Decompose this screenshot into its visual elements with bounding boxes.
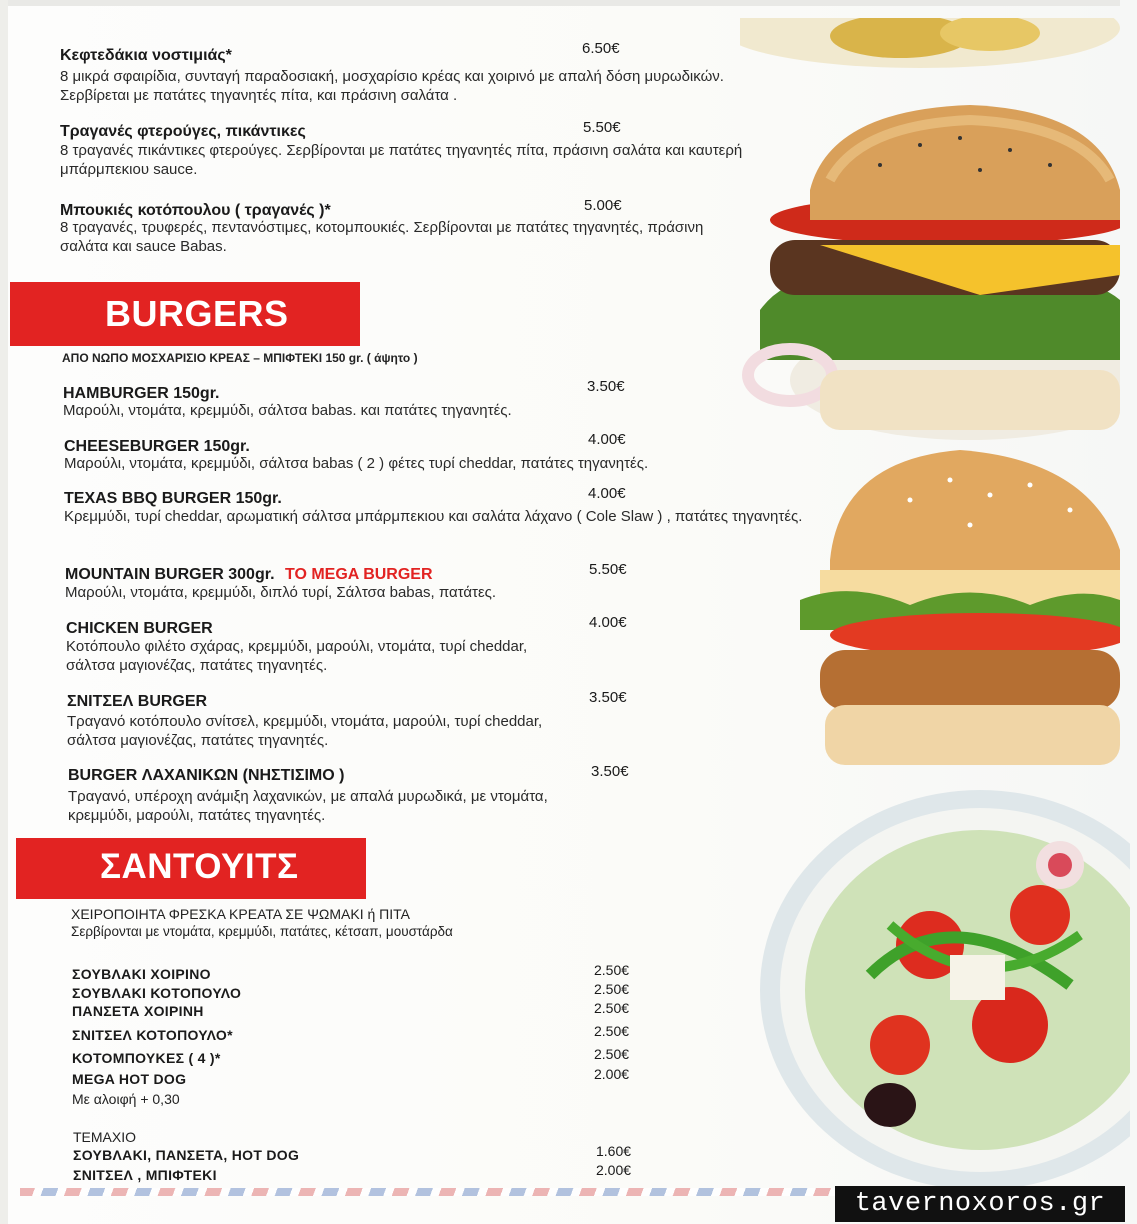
piece-item-name: ΣΟΥΒΛΑΚΙ, ΠΑΝΣΕΤΑ, HOT DOG — [73, 1147, 300, 1163]
piece-item-price: 1.60€ — [596, 1143, 632, 1159]
sandwich-name: ΚΟΤΟΜΠΟΥΚΕΣ ( 4 )* — [72, 1050, 221, 1066]
item-description: Κοτόπουλο φιλέτο σχάρας, κρεμμύδι, μαρούλι, ντομάτα, τυρί cheddar, σάλτσα μαγιονέζας, πατάτες τηγανητές. — [66, 638, 528, 674]
item-name: TEXAS BBQ BURGER 150gr. — [64, 490, 282, 507]
item-name-text: MOUNTAIN BURGER 300gr. — [65, 566, 275, 583]
item-name: Κεφτεδάκια νοστιμιάς* — [60, 47, 232, 64]
sandwich-name: ΣΟΥΒΛΑΚΙ ΧΟΙΡΙΝΟ — [72, 966, 211, 982]
item-name: Τραγανές φτερούγες, πικάντικες — [60, 123, 306, 140]
item-name: Μπουκιές κοτόπουλου ( τραγανές )* — [60, 202, 331, 219]
item-price: 3.50€ — [589, 689, 627, 706]
section-title: BURGERS — [105, 293, 289, 334]
sandwiches-banner — [16, 838, 366, 899]
section-title: ΣΑΝΤΟΥΙΤΣ — [100, 847, 299, 886]
burgers-banner — [10, 282, 360, 346]
fries-photo — [740, 18, 1120, 68]
item-description: 8 μικρά σφαιρίδια, συνταγή παραδοσιακή, μοσχαρίσιο κρέας και χοιρινό με απαλή δόση μυρωδικών. Σερβίρεται με πατάτες τηγανητές πίτα, και πράσινη σαλάτα . — [60, 68, 724, 104]
item-price: 5.00€ — [584, 197, 622, 214]
sandwiches-subdescription: Σερβίρονται με ντομάτα, κρεμμύδι, πατάτες, κέτσαπ, μουστάρδα — [71, 924, 453, 939]
addon-note: Με αλοιφή + 0,30 — [72, 1091, 180, 1107]
item-description: Τραγανό κοτόπουλο σνίτσελ, κρεμμύδι, ντομάτα, μαρούλι, τυρί cheddar, σάλτσα μαγιονέζας, πατάτες τηγανητές. — [67, 713, 543, 749]
item-name: HAMBURGER 150gr. — [63, 385, 220, 402]
sandwich-price: 2.50€ — [594, 981, 630, 997]
page-edge-top — [8, 0, 1120, 6]
item-price: 6.50€ — [582, 40, 620, 57]
burger-photo-bottom — [790, 440, 1120, 780]
site-watermark: tavernoxoros.gr — [835, 1186, 1125, 1222]
sandwich-name: ΣΝΙΤΣΕΛ ΚΟΤΟΠΟΥΛΟ* — [72, 1027, 233, 1043]
item-price: 5.50€ — [589, 561, 627, 578]
item-price: 4.00€ — [588, 431, 626, 448]
item-price: 4.00€ — [588, 485, 626, 502]
sandwich-price: 2.50€ — [594, 962, 630, 978]
item-name: ΣΝΙΤΣΕΛ BURGER — [67, 693, 208, 710]
item-name: CHEESEBURGER 150gr. — [64, 438, 250, 455]
item-description: Μαρούλι, ντομάτα, κρεμμύδι, σάλτσα babas. και πατάτες τηγανητές. — [63, 402, 512, 419]
sandwich-name: ΣΟΥΒΛΑΚΙ ΚΟΤΟΠΟΥΛΟ — [72, 985, 242, 1001]
item-description: Μαρούλι, ντομάτα, κρεμμύδι, διπλό τυρί, Σάλτσα babas, πατάτες. — [65, 584, 497, 601]
burger-photo-top — [720, 70, 1120, 450]
item-name: CHICKEN BURGER — [66, 620, 213, 637]
mega-burger-highlight: TO MEGA BURGER — [284, 566, 433, 583]
item-name — [65, 566, 433, 584]
sandwich-price: 2.50€ — [594, 1023, 630, 1039]
sandwich-price: 2.00€ — [594, 1066, 630, 1082]
sandwich-name: MEGA HOT DOG — [72, 1071, 187, 1087]
sandwich-price: 2.50€ — [594, 1046, 630, 1062]
piece-item-price: 2.00€ — [596, 1162, 632, 1178]
item-price: 3.50€ — [591, 763, 629, 780]
piece-item-name: ΣΝΙΤΣΕΛ , ΜΠΙΦΤΕΚΙ — [73, 1167, 217, 1183]
item-name: BURGER ΛΑΧΑΝΙΚΩΝ (ΝΗΣΤΙΣΙΜΟ ) — [68, 767, 345, 784]
item-description: Τραγανό, υπέροχη ανάμιξη λαχανικών, με απαλά μυρωδικά, με ντομάτα, κρεμμύδι, μαρούλι, πατάτες τηγανητές. — [68, 788, 548, 824]
item-price: 4.00€ — [589, 614, 627, 631]
sandwiches-subtitle: ΧΕΙΡΟΠΟΙΗΤΑ ΦΡΕΣΚΑ ΚΡΕΑΤΑ ΣΕ ΨΩΜΑΚΙ ή ΠΙΤΑ — [71, 906, 411, 922]
page-edge-left — [0, 0, 8, 1224]
salad-photo — [750, 775, 1130, 1195]
sandwich-name: ΠΑΝΣΕΤΑ ΧΟΙΡΙΝΗ — [72, 1003, 204, 1019]
item-price: 5.50€ — [583, 119, 621, 136]
item-description: Μαρούλι, ντομάτα, κρεμμύδι, σάλτσα babas ( 2 ) φέτες τυρί cheddar, πατάτες τηγανητές. — [64, 455, 649, 472]
item-description: 8 τραγανές, τρυφερές, πεντανόστιμες, κοτομπουκιές. Σερβίρονται με πατάτες τηγανητές, πράσινη σαλάτα και sauce Babas. — [60, 219, 704, 255]
item-description: 8 τραγανές πικάντικες φτερούγες. Σερβίρονται με πατάτες τηγανητές πίτα, πράσινη σαλάτα και καυτερή μπάρμπεκιου sauce. — [60, 142, 743, 178]
burgers-note: ΑΠΟ ΝΩΠΟ ΜΟΣΧΑΡΙΣΙΟ ΚΡΕΑΣ – ΜΠΙΦΤΕΚΙ 150 gr. ( άψητο ) — [62, 351, 418, 365]
piece-label: ΤΕΜΑΧΙΟ — [73, 1129, 137, 1145]
sandwich-price: 2.50€ — [594, 1000, 630, 1016]
item-description: Κρεμμύδι, τυρί cheddar, αρωματική σάλτσα μπάρμπεκιου και σαλάτα λάχανο ( Cole Slaw ) , πατάτες τηγανητές. — [64, 508, 803, 525]
item-price: 3.50€ — [587, 378, 625, 395]
